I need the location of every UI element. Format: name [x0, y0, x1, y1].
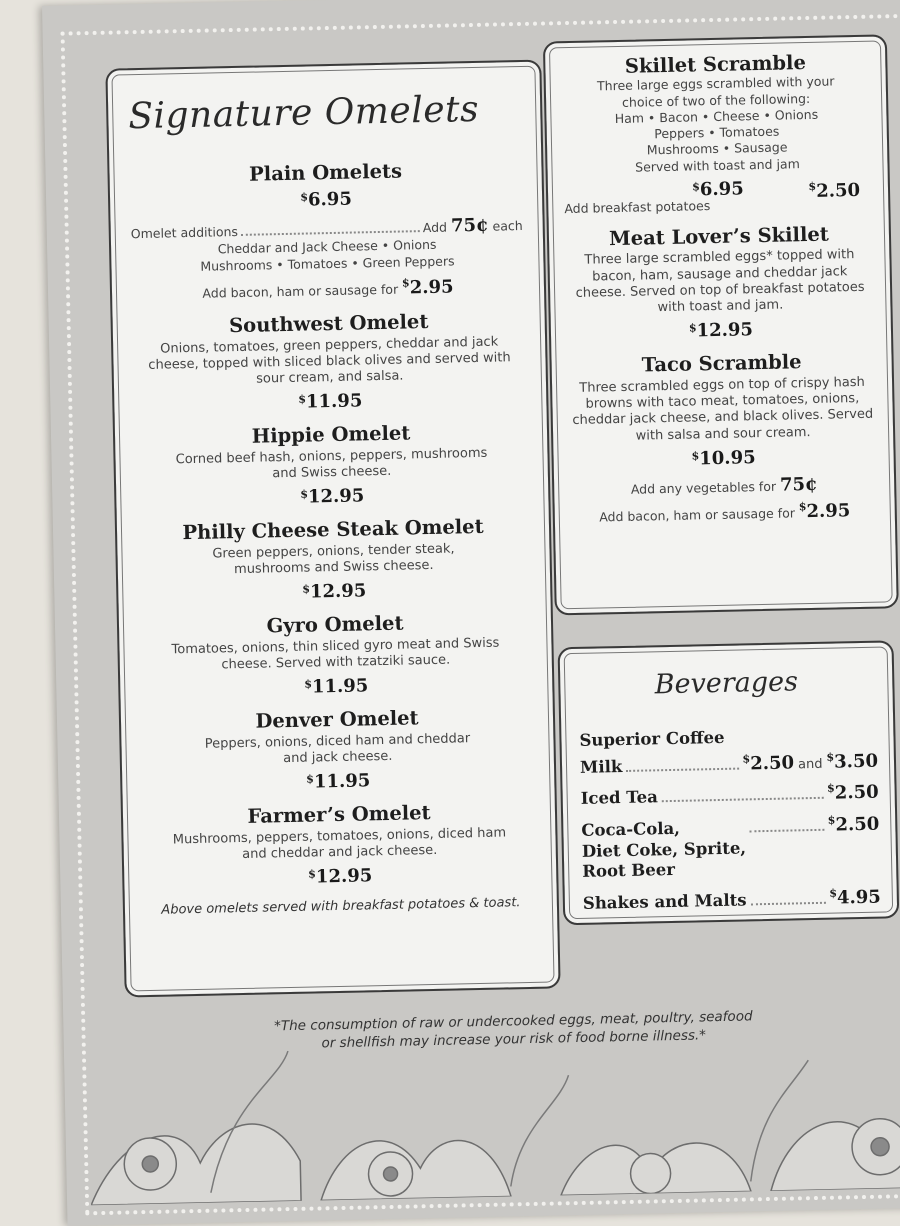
menu-item [115, 420, 549, 512]
item-price: $6.95 [692, 178, 744, 201]
dot-leader [750, 829, 824, 833]
item-price: $6.95 [300, 188, 353, 211]
item-desc: Peppers, onions, diced ham and cheddar and jack cheese. [204, 730, 471, 767]
meat-addon: Add bacon, ham or sausage for $2.95 [202, 276, 454, 301]
beverage-price: $4.95 [829, 886, 882, 909]
skillets-panel [543, 34, 899, 615]
beverages-panel [558, 640, 900, 925]
item-price: $12.95 [302, 580, 367, 603]
beverage-row [581, 813, 880, 883]
dot-leader [626, 767, 738, 771]
item-name: Skillet Scramble [624, 51, 807, 78]
dot-leader [241, 231, 420, 237]
item-name: Farmer’s Omelet [247, 801, 431, 829]
menu-item [119, 610, 553, 702]
item-name: Meat Lover’s Skillet [608, 222, 830, 251]
item-name: Plain Omelets [248, 159, 403, 186]
beverage-name: Milk [579, 756, 623, 777]
item-name: Taco Scramble [641, 350, 802, 377]
item-desc-line: Ham • Bacon • Cheese • Onions [614, 106, 819, 126]
plain-omelet-item [109, 158, 544, 306]
beverage-row [579, 725, 877, 752]
dot-leader [662, 797, 823, 802]
beverage-price: $2.50 [742, 751, 795, 774]
additions-add: Add [422, 219, 448, 236]
potatoes-label: Add breakfast potatoes [564, 197, 711, 216]
item-desc: Tomatoes, onions, thin sliced gyro meat and Swiss cheese. Served with tzatziki sauce. [171, 635, 500, 673]
item-desc: Mushrooms, peppers, tomatoes, onions, diced ham and cheddar and jack cheese. [172, 825, 507, 862]
omelets-title: Signature Omelets [127, 88, 480, 138]
item-desc: Three large scrambled eggs* topped with bacon, ham, sausage and cheddar jack cheese. Served on top of breakfast potatoes with toast and jam. [575, 247, 865, 316]
item-price: $11.95 [298, 390, 363, 414]
menu-item [123, 800, 557, 892]
veg-addon: Add any vegetables for 75¢ [630, 473, 818, 497]
item-name: Southwest Omelet [228, 310, 429, 338]
item-price: $11.95 [306, 770, 371, 793]
and-text: and [797, 756, 823, 772]
additions-line-1: Cheddar and Jack Cheese • Onions [217, 237, 437, 257]
item-name: Denver Omelet [255, 706, 419, 733]
skillet-scramble-item [545, 50, 888, 217]
beverage-name: Superior Coffee [579, 727, 725, 750]
beverage-row [583, 885, 881, 914]
item-name: Gyro Omelet [266, 611, 404, 638]
item-desc-line: Three large eggs scrambled with your [596, 73, 835, 94]
disclaimer-line: *The consumption of raw or undercooked eggs, meat, poultry, seafood [274, 1008, 753, 1035]
beverage-name: Iced Tea [580, 787, 659, 809]
beverage-price: $2.50 [826, 781, 879, 804]
omelets-footnote: Above omelets served with breakfast potatoes & toast. [161, 895, 521, 918]
item-desc-line: Peppers • Tomatoes [654, 123, 780, 142]
menu-item [551, 350, 895, 529]
item-desc-line: Mushrooms • Sausage [646, 139, 788, 158]
omelets-panel [105, 60, 560, 998]
disclaimer-line: or shellfish may increase your risk of food borne illness.* [321, 1027, 707, 1052]
beverage-row [580, 749, 878, 778]
item-desc: Three scrambled eggs on top of crispy hash browns with taco meat, tomatoes, onions, cheddar jack cheese, and black olives. Served with salsa and sour cream. [572, 374, 874, 444]
beverage-name: Shakes and Malts [582, 890, 747, 913]
menu-item [117, 515, 551, 607]
item-price: $11.95 [304, 675, 369, 698]
item-desc-line: Served with toast and jam [635, 155, 800, 175]
additions-price: 75¢ [450, 215, 489, 237]
menu-item [113, 309, 547, 417]
item-name: Hippie Omelet [251, 421, 411, 449]
menu-page [42, 0, 900, 1226]
item-desc: Corned beef hash, onions, peppers, mushrooms and Swiss cheese. [175, 445, 488, 482]
item-price: $12.95 [300, 485, 365, 508]
item-price: $10.95 [691, 446, 756, 470]
item-desc-line: choice of two of the following: [621, 90, 811, 110]
item-desc: Green peppers, onions, tender steak, mushrooms and Swiss cheese. [212, 541, 455, 578]
beverage-name: Coca-Cola, Diet Coke, Sprite, Root Beer [581, 818, 747, 881]
potatoes-price: $2.50 [808, 179, 861, 202]
beverages-list [579, 725, 881, 924]
item-price: $12.95 [688, 319, 754, 342]
floral-ornament [88, 1027, 900, 1205]
item-price: $12.95 [308, 865, 373, 888]
beverage-row [580, 781, 878, 810]
additions-line-2: Mushrooms • Tomatoes • Green Peppers [200, 253, 455, 274]
additions-each: each [492, 218, 523, 235]
beverage-price: $3.50 [826, 750, 879, 773]
menu-item [121, 705, 555, 797]
meat-addon: Add bacon, ham or sausage for $2.95 [599, 500, 851, 525]
beverage-price: $2.50 [827, 813, 880, 836]
additions-label: Omelet additions [130, 224, 239, 242]
item-name: Philly Cheese Steak Omelet [182, 515, 484, 545]
skillets-list [545, 50, 895, 541]
dot-leader [751, 902, 826, 906]
item-desc: Onions, tomatoes, green peppers, cheddar and jack cheese, topped with sliced black olives and served with sour cream, and salsa. [148, 334, 511, 387]
omelets-list [109, 158, 557, 919]
beverages-title: Beverages [654, 666, 799, 701]
menu-item [549, 222, 891, 345]
